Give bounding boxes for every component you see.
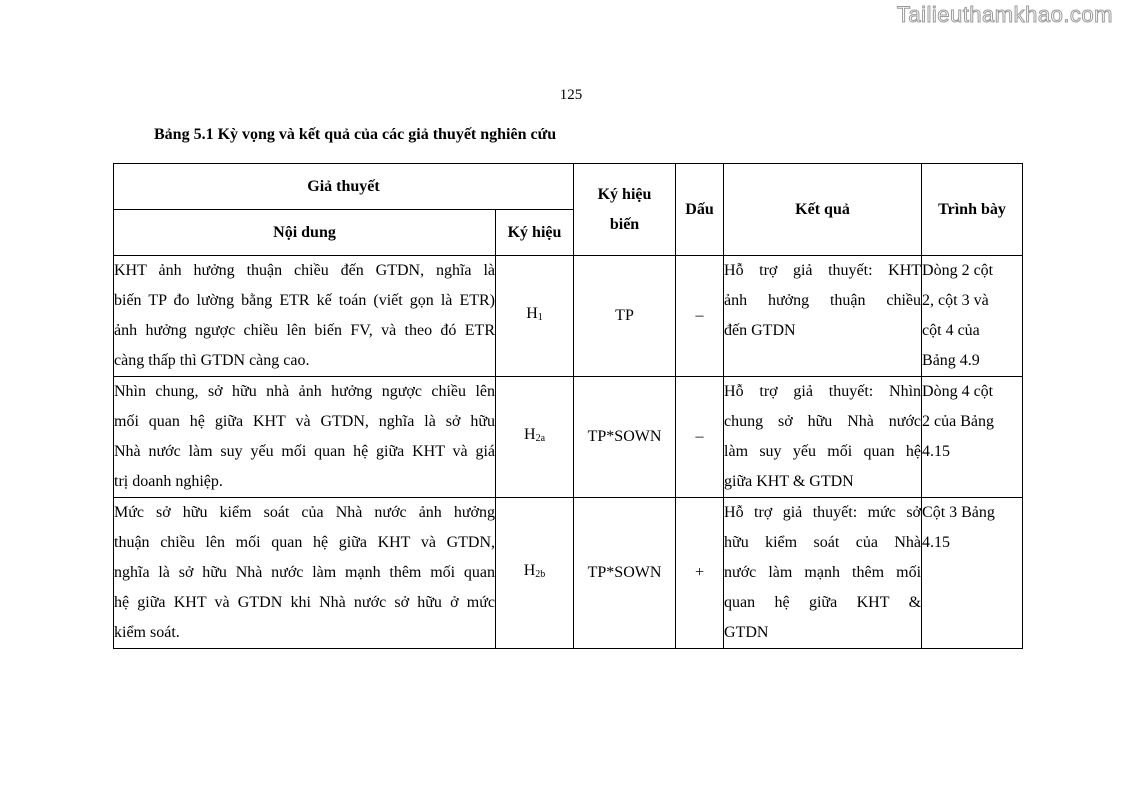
cell-symbol	[496, 498, 574, 649]
content-line: hệ giữa KHT và GTDN khi Nhà nước sở hữu ở mức	[114, 594, 495, 611]
presentation-line: Dòng 4 cột	[922, 383, 994, 400]
result-line: nước làm mạnh thêm mối	[724, 564, 922, 581]
content-line: thuận chiều lên mối quan hệ giữa KHT và GTDN,	[114, 534, 495, 551]
symbol-base: H	[524, 426, 536, 443]
result-line: hữu kiểm soát của Nhà	[724, 534, 922, 551]
result-line: GTDN	[724, 624, 769, 641]
table-caption: Bảng 5.1 Kỳ vọng và kết quả của các giả thuyết nghiên cứu	[154, 126, 557, 143]
result-line: Hỗ trợ giả thuyết: Nhìn	[724, 383, 922, 400]
result-line: giữa KHT & GTDN	[724, 473, 854, 490]
result-line: đến GTDN	[724, 322, 796, 339]
cell-content	[114, 498, 496, 649]
cell-content	[114, 377, 496, 498]
cell-sign: +	[676, 498, 724, 649]
header-presentation: Trình bày	[922, 164, 1023, 256]
result-line: chung sở hữu Nhà nước	[724, 413, 922, 430]
result-line: Hỗ trợ giả thuyết: KHT	[724, 262, 922, 279]
presentation-line: 4.15	[922, 443, 951, 460]
header-variable-symbol-line-1: Ký hiệu	[597, 185, 652, 203]
presentation-line: Cột 3 Bảng	[922, 504, 995, 521]
table-row	[114, 498, 1023, 649]
presentation-line: Dòng 2 cột	[922, 262, 994, 279]
symbol-base: H	[526, 305, 538, 322]
content-line: nghĩa là sở hữu Nhà nước làm mạnh thêm mối quan	[114, 564, 495, 581]
content-line: kiểm soát.	[114, 624, 180, 641]
cell-presentation	[922, 377, 1023, 498]
cell-symbol	[496, 377, 574, 498]
cell-sign: –	[676, 256, 724, 377]
cell-variable: TP	[574, 256, 676, 377]
content-line: càng thấp thì GTDN càng cao.	[114, 352, 310, 369]
symbol-base: H	[523, 562, 536, 579]
content-line: Nhà nước làm suy yếu mối quan hệ giữa KHT và giá	[114, 443, 495, 460]
content-line: trị doanh nghiệp.	[114, 473, 223, 490]
header-content: Nội dung	[114, 210, 496, 256]
result-line: quan hệ giữa KHT &	[724, 594, 922, 611]
symbol-subscript: 1	[537, 312, 543, 323]
cell-presentation	[922, 256, 1023, 377]
result-line: ảnh hưởng thuận chiều	[724, 292, 922, 309]
result-line: Hỗ trợ giả thuyết: mức sở	[724, 504, 922, 521]
cell-sign: –	[676, 377, 724, 498]
content-line: mối quan hệ giữa KHT và GTDN, nghĩa là sở hữu	[114, 413, 495, 430]
content-line: biến TP đo lường bằng ETR kế toán (viết gọn là ETR)	[114, 292, 495, 309]
cell-presentation	[922, 498, 1023, 649]
watermark: Tailieuthamkhao.com	[896, 2, 1113, 27]
presentation-line: Bảng 4.9	[922, 352, 980, 369]
header-hypothesis: Giả thuyết	[114, 164, 574, 210]
header-sign: Dấu	[676, 164, 724, 256]
cell-result	[724, 377, 922, 498]
symbol-subscript: 2b	[535, 569, 546, 580]
content-line: ảnh hưởng ngược chiều lên biến FV, và theo đó ETR	[114, 322, 495, 339]
header-symbol: Ký hiệu	[496, 210, 574, 256]
presentation-line: 2 của Bảng	[922, 413, 994, 430]
presentation-line: 4.15	[922, 534, 951, 551]
table-row	[114, 377, 1023, 498]
content-line: Nhìn chung, sở hữu nhà ảnh hưởng ngược chiều lên	[114, 383, 495, 400]
cell-variable: TP*SOWN	[574, 498, 676, 649]
cell-result	[724, 498, 922, 649]
presentation-line: 2, cột 3 và	[922, 292, 989, 309]
cell-variable: TP*SOWN	[574, 377, 676, 498]
page-number: 125	[559, 87, 583, 103]
presentation-line: cột 4 của	[922, 322, 980, 339]
header-variable-symbol-line-2: biến	[609, 215, 640, 233]
header-variable-symbol	[574, 164, 676, 256]
content-line: KHT ảnh hưởng thuận chiều đến GTDN, nghĩa là	[114, 262, 495, 279]
cell-symbol	[496, 256, 574, 377]
table-row	[114, 256, 1023, 377]
hypothesis-table	[113, 163, 1023, 649]
content-line: Mức sở hữu kiểm soát của Nhà nước ảnh hưởng	[114, 504, 495, 521]
result-line: làm suy yếu mối quan hệ	[724, 443, 922, 460]
cell-content	[114, 256, 496, 377]
header-result: Kết quả	[724, 164, 922, 256]
symbol-subscript: 2a	[535, 433, 546, 444]
cell-result	[724, 256, 922, 377]
